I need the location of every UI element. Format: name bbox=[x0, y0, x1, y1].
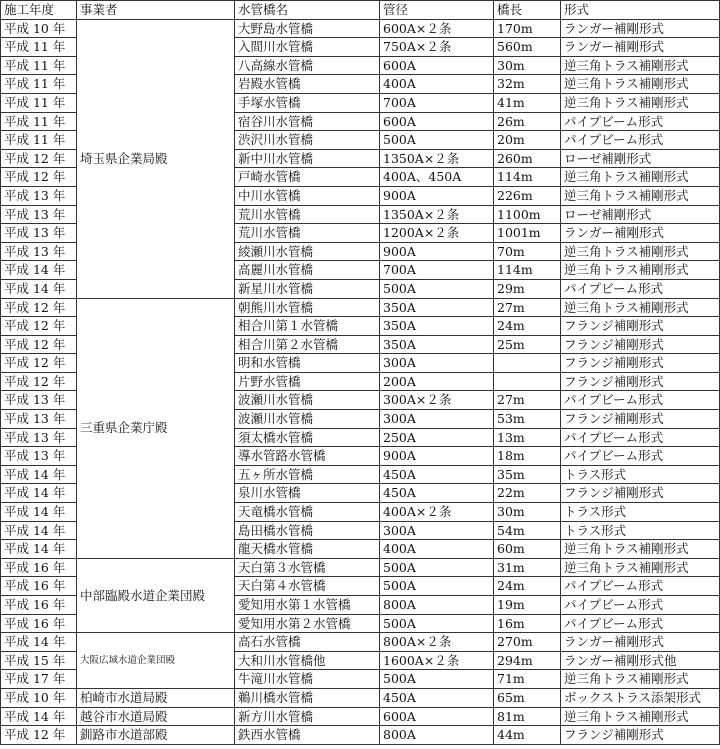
cell-year: 平成 14 年 bbox=[1, 540, 77, 559]
cell-length: 65m bbox=[494, 688, 561, 707]
cell-type: パイプビーム形式 bbox=[561, 428, 720, 447]
cell-diameter: 350A bbox=[380, 335, 494, 354]
cell-year: 平成 12 年 bbox=[1, 168, 77, 187]
cell-operator: 柏崎市水道局殿 bbox=[77, 688, 235, 707]
cell-type: ランガー補剛形式 bbox=[561, 224, 720, 243]
cell-diameter: 250A bbox=[380, 428, 494, 447]
cell-diameter: 600A×２条 bbox=[380, 19, 494, 38]
cell-length: 13m bbox=[494, 428, 561, 447]
cell-year: 平成 16 年 bbox=[1, 558, 77, 577]
cell-diameter: 600A bbox=[380, 112, 494, 131]
cell-length: 81m bbox=[494, 707, 561, 726]
cell-type: ボックストラス添架形式 bbox=[561, 688, 720, 707]
header-year: 施工年度 bbox=[1, 1, 77, 20]
cell-year: 平成 11 年 bbox=[1, 131, 77, 150]
cell-diameter: 1350A×２条 bbox=[380, 149, 494, 168]
cell-diameter: 800A bbox=[380, 726, 494, 745]
cell-diameter: 200A bbox=[380, 372, 494, 391]
cell-year: 平成 11 年 bbox=[1, 75, 77, 94]
cell-length bbox=[494, 372, 561, 391]
cell-diameter: 750A×２条 bbox=[380, 38, 494, 57]
cell-name: 鵜川橋水管橋 bbox=[235, 688, 380, 707]
header-type: 形式 bbox=[561, 1, 720, 20]
cell-name: 愛知用水第１水管橋 bbox=[235, 596, 380, 615]
cell-type: 逆三角トラス補剛形式 bbox=[561, 168, 720, 187]
cell-type: 逆三角トラス補剛形式 bbox=[561, 56, 720, 75]
cell-length: 27m bbox=[494, 298, 561, 317]
cell-length: 30m bbox=[494, 56, 561, 75]
cell-type: 逆三角トラス補剛形式 bbox=[561, 186, 720, 205]
cell-diameter: 900A bbox=[380, 186, 494, 205]
cell-name: 渋沢川水管橋 bbox=[235, 131, 380, 150]
cell-name: 天竜橋水管橋 bbox=[235, 503, 380, 522]
cell-length: 170m bbox=[494, 19, 561, 38]
cell-name: 手塚水管橋 bbox=[235, 93, 380, 112]
cell-type: フランジ補剛形式 bbox=[561, 317, 720, 336]
cell-diameter: 900A bbox=[380, 447, 494, 466]
cell-year: 平成 12 年 bbox=[1, 149, 77, 168]
cell-length: 70m bbox=[494, 242, 561, 261]
cell-operator: 大阪広域水道企業団殿 bbox=[77, 633, 235, 689]
cell-year: 平成 12 年 bbox=[1, 726, 77, 745]
cell-year: 平成 13 年 bbox=[1, 447, 77, 466]
cell-diameter: 1350A×２条 bbox=[380, 205, 494, 224]
cell-length: 226m bbox=[494, 186, 561, 205]
cell-year: 平成 14 年 bbox=[1, 261, 77, 280]
cell-year: 平成 13 年 bbox=[1, 205, 77, 224]
cell-length: 260m bbox=[494, 149, 561, 168]
cell-diameter: 300A bbox=[380, 354, 494, 373]
cell-type: フランジ補剛形式 bbox=[561, 410, 720, 429]
cell-type: フランジ補剛形式 bbox=[561, 354, 720, 373]
cell-length: 26m bbox=[494, 112, 561, 131]
cell-diameter: 600A bbox=[380, 707, 494, 726]
cell-name: 牛滝川水管橋 bbox=[235, 670, 380, 689]
cell-diameter: 800A bbox=[380, 596, 494, 615]
cell-diameter: 800A×２条 bbox=[380, 633, 494, 652]
cell-name: 五ヶ所水管橋 bbox=[235, 465, 380, 484]
cell-length: 25m bbox=[494, 335, 561, 354]
cell-year: 平成 13 年 bbox=[1, 242, 77, 261]
cell-length: 60m bbox=[494, 540, 561, 559]
cell-diameter: 1200A×２条 bbox=[380, 224, 494, 243]
cell-name: 天白第３水管橋 bbox=[235, 558, 380, 577]
cell-name: 入間川水管橋 bbox=[235, 38, 380, 57]
cell-type: 逆三角トラス補剛形式 bbox=[561, 93, 720, 112]
cell-year: 平成 11 年 bbox=[1, 38, 77, 57]
cell-length: 114m bbox=[494, 168, 561, 187]
cell-year: 平成 16 年 bbox=[1, 577, 77, 596]
cell-year: 平成 13 年 bbox=[1, 391, 77, 410]
cell-name: 泉川水管橋 bbox=[235, 484, 380, 503]
cell-diameter: 400A bbox=[380, 75, 494, 94]
cell-length: 16m bbox=[494, 614, 561, 633]
cell-year: 平成 15 年 bbox=[1, 651, 77, 670]
cell-diameter: 500A bbox=[380, 131, 494, 150]
cell-operator: 中部臨殿水道企業団殿 bbox=[77, 558, 235, 632]
cell-name: 八高線水管橋 bbox=[235, 56, 380, 75]
cell-type: パイプビーム形式 bbox=[561, 391, 720, 410]
cell-diameter: 500A bbox=[380, 558, 494, 577]
cell-type: パイプビーム形式 bbox=[561, 577, 720, 596]
table-row bbox=[1, 726, 720, 745]
cell-type: フランジ補剛形式 bbox=[561, 484, 720, 503]
cell-length: 27m bbox=[494, 391, 561, 410]
cell-type: 逆三角トラス補剛形式 bbox=[561, 242, 720, 261]
cell-name: 荒川水管橋 bbox=[235, 224, 380, 243]
cell-length: 71m bbox=[494, 670, 561, 689]
header-row bbox=[1, 1, 720, 20]
cell-diameter: 450A bbox=[380, 465, 494, 484]
cell-year: 平成 10 年 bbox=[1, 688, 77, 707]
cell-length: 560m bbox=[494, 38, 561, 57]
cell-length: 22m bbox=[494, 484, 561, 503]
cell-length: 29m bbox=[494, 279, 561, 298]
cell-length: 32m bbox=[494, 75, 561, 94]
cell-length: 18m bbox=[494, 447, 561, 466]
cell-diameter: 300A bbox=[380, 521, 494, 540]
cell-type: ローゼ補剛形式 bbox=[561, 205, 720, 224]
cell-operator: 三重県企業庁殿 bbox=[77, 298, 235, 558]
cell-diameter: 350A bbox=[380, 298, 494, 317]
cell-name: 岩殿水管橋 bbox=[235, 75, 380, 94]
table-row bbox=[1, 19, 720, 38]
cell-year: 平成 14 年 bbox=[1, 465, 77, 484]
cell-year: 平成 10 年 bbox=[1, 19, 77, 38]
cell-operator: 埼玉県企業局殿 bbox=[77, 19, 235, 298]
cell-type: ランガー補剛形式 bbox=[561, 633, 720, 652]
cell-name: 相合川第２水管橋 bbox=[235, 335, 380, 354]
cell-type: トラス形式 bbox=[561, 465, 720, 484]
cell-operator: 釧路市水道部殿 bbox=[77, 726, 235, 745]
cell-name: 荒川水管橋 bbox=[235, 205, 380, 224]
cell-length: 20m bbox=[494, 131, 561, 150]
cell-type: フランジ補剛形式 bbox=[561, 726, 720, 745]
table-row bbox=[1, 558, 720, 577]
cell-type: フランジ補剛形式 bbox=[561, 372, 720, 391]
cell-year: 平成 14 年 bbox=[1, 279, 77, 298]
cell-name: 須太橋水管橋 bbox=[235, 428, 380, 447]
cell-type: トラス形式 bbox=[561, 503, 720, 522]
cell-diameter: 400A×２条 bbox=[380, 503, 494, 522]
cell-operator: 越谷市水道局殿 bbox=[77, 707, 235, 726]
cell-diameter: 400A、450A bbox=[380, 168, 494, 187]
cell-diameter: 350A bbox=[380, 317, 494, 336]
cell-length: 53m bbox=[494, 410, 561, 429]
cell-year: 平成 13 年 bbox=[1, 410, 77, 429]
cell-diameter: 1600A×２条 bbox=[380, 651, 494, 670]
cell-year: 平成 11 年 bbox=[1, 93, 77, 112]
cell-year: 平成 14 年 bbox=[1, 484, 77, 503]
cell-diameter: 450A bbox=[380, 484, 494, 503]
cell-length: 30m bbox=[494, 503, 561, 522]
cell-diameter: 700A bbox=[380, 261, 494, 280]
cell-name: 大野島水管橋 bbox=[235, 19, 380, 38]
cell-year: 平成 14 年 bbox=[1, 503, 77, 522]
cell-year: 平成 13 年 bbox=[1, 186, 77, 205]
cell-year: 平成 12 年 bbox=[1, 372, 77, 391]
table-row bbox=[1, 298, 720, 317]
cell-length: 31m bbox=[494, 558, 561, 577]
cell-name: 新中川水管橋 bbox=[235, 149, 380, 168]
cell-length: 41m bbox=[494, 93, 561, 112]
cell-diameter: 600A bbox=[380, 56, 494, 75]
cell-name: 明和水管橋 bbox=[235, 354, 380, 373]
cell-diameter: 900A bbox=[380, 242, 494, 261]
cell-name: 新星川水管橋 bbox=[235, 279, 380, 298]
cell-year: 平成 16 年 bbox=[1, 596, 77, 615]
cell-type: 逆三角トラス補剛形式 bbox=[561, 707, 720, 726]
cell-year: 平成 12 年 bbox=[1, 317, 77, 336]
cell-type: フランジ補剛形式 bbox=[561, 335, 720, 354]
cell-year: 平成 12 年 bbox=[1, 298, 77, 317]
cell-length: 294m bbox=[494, 651, 561, 670]
cell-name: 片野水管橋 bbox=[235, 372, 380, 391]
cell-type: パイプビーム形式 bbox=[561, 279, 720, 298]
cell-type: ランガー補剛形式 bbox=[561, 38, 720, 57]
cell-name: 相合川第１水管橋 bbox=[235, 317, 380, 336]
cell-name: 天白第４水管橋 bbox=[235, 577, 380, 596]
table-row bbox=[1, 707, 720, 726]
cell-name: 大和川水管橋他 bbox=[235, 651, 380, 670]
cell-type: 逆三角トラス補剛形式 bbox=[561, 670, 720, 689]
cell-diameter: 700A bbox=[380, 93, 494, 112]
cell-year: 平成 13 年 bbox=[1, 428, 77, 447]
cell-type: パイプビーム形式 bbox=[561, 131, 720, 150]
cell-diameter: 400A bbox=[380, 540, 494, 559]
cell-year: 平成 16 年 bbox=[1, 614, 77, 633]
cell-diameter: 500A bbox=[380, 670, 494, 689]
cell-year: 平成 14 年 bbox=[1, 633, 77, 652]
cell-length: 44m bbox=[494, 726, 561, 745]
cell-length: 24m bbox=[494, 317, 561, 336]
cell-type: ローゼ補剛形式 bbox=[561, 149, 720, 168]
header-length: 橋長 bbox=[494, 1, 561, 20]
cell-name: 龍天橋水管橋 bbox=[235, 540, 380, 559]
cell-name: 高麗川水管橋 bbox=[235, 261, 380, 280]
cell-type: パイプビーム形式 bbox=[561, 614, 720, 633]
cell-year: 平成 12 年 bbox=[1, 354, 77, 373]
cell-year: 平成 13 年 bbox=[1, 224, 77, 243]
cell-name: 鉄西水管橋 bbox=[235, 726, 380, 745]
cell-type: トラス形式 bbox=[561, 521, 720, 540]
cell-type: 逆三角トラス補剛形式 bbox=[561, 298, 720, 317]
cell-length: 114m bbox=[494, 261, 561, 280]
cell-name: 中川水管橋 bbox=[235, 186, 380, 205]
header-operator: 事業者 bbox=[77, 1, 235, 20]
cell-type: パイプビーム形式 bbox=[561, 112, 720, 131]
cell-diameter: 500A bbox=[380, 577, 494, 596]
header-diameter: 管径 bbox=[380, 1, 494, 20]
cell-length: 54m bbox=[494, 521, 561, 540]
table-row bbox=[1, 688, 720, 707]
cell-diameter: 450A bbox=[380, 688, 494, 707]
cell-name: 島田橋水管橋 bbox=[235, 521, 380, 540]
cell-year: 平成 12 年 bbox=[1, 335, 77, 354]
cell-length: 35m bbox=[494, 465, 561, 484]
cell-type: パイプビーム形式 bbox=[561, 447, 720, 466]
cell-type: ランガー補剛形式他 bbox=[561, 651, 720, 670]
cell-type: 逆三角トラス補剛形式 bbox=[561, 558, 720, 577]
cell-diameter: 500A bbox=[380, 279, 494, 298]
table-body bbox=[1, 19, 720, 744]
cell-type: 逆三角トラス補剛形式 bbox=[561, 75, 720, 94]
table-row bbox=[1, 633, 720, 652]
cell-year: 平成 11 年 bbox=[1, 112, 77, 131]
header-name: 水管橋名 bbox=[235, 1, 380, 20]
cell-name: 高石水管橋 bbox=[235, 633, 380, 652]
cell-length bbox=[494, 354, 561, 373]
cell-type: パイプビーム形式 bbox=[561, 596, 720, 615]
cell-diameter: 300A×２条 bbox=[380, 391, 494, 410]
cell-length: 270m bbox=[494, 633, 561, 652]
cell-name: 愛知用水第２水管橋 bbox=[235, 614, 380, 633]
cell-name: 綾瀬川水管橋 bbox=[235, 242, 380, 261]
cell-length: 1001m bbox=[494, 224, 561, 243]
cell-name: 宿谷川水管橋 bbox=[235, 112, 380, 131]
cell-name: 導水管路水管橋 bbox=[235, 447, 380, 466]
cell-length: 24m bbox=[494, 577, 561, 596]
cell-year: 平成 11 年 bbox=[1, 56, 77, 75]
cell-type: ランガー補剛形式 bbox=[561, 19, 720, 38]
cell-diameter: 300A bbox=[380, 410, 494, 429]
cell-type: 逆三角トラス補剛形式 bbox=[561, 540, 720, 559]
cell-length: 19m bbox=[494, 596, 561, 615]
cell-type: 逆三角トラス補剛形式 bbox=[561, 261, 720, 280]
cell-year: 平成 17 年 bbox=[1, 670, 77, 689]
cell-diameter: 500A bbox=[380, 614, 494, 633]
cell-year: 平成 14 年 bbox=[1, 707, 77, 726]
cell-length: 1100m bbox=[494, 205, 561, 224]
cell-name: 波瀬川水管橋 bbox=[235, 410, 380, 429]
cell-year: 平成 14 年 bbox=[1, 521, 77, 540]
cell-name: 朝熊川水管橋 bbox=[235, 298, 380, 317]
cell-name: 新方川水管橋 bbox=[235, 707, 380, 726]
cell-name: 波瀬川水管橋 bbox=[235, 391, 380, 410]
cell-name: 戸崎水管橋 bbox=[235, 168, 380, 187]
